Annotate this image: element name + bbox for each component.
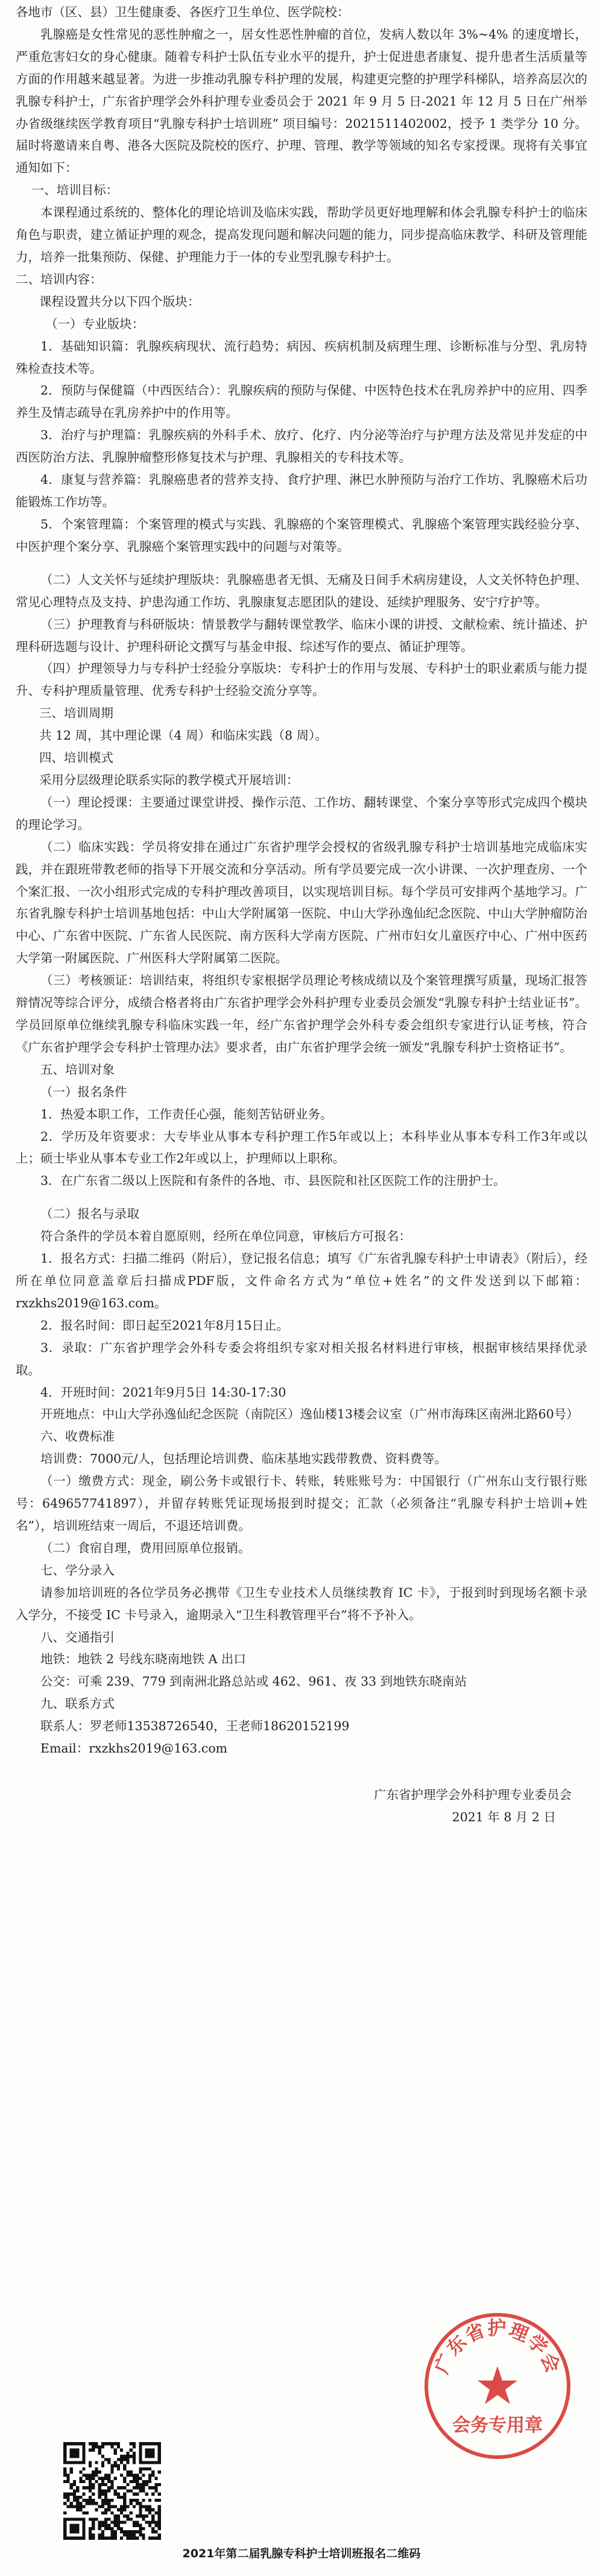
credits-text: 请参加培训班的各位学员务必携带《卫生专业技术人员继续教育 IC 卡》，于报到时到现场名额卡录入学分，不接受 IC 卡号录入，逾期录入“卫生科教管理平台”将不予补入。 [16,1585,587,1622]
item-prevention: 2．预防与保健篇（中西医结合）：乳腺疾病的预防与保健、中医特色技术在乳房养护中的应用、四季养生及情志疏导在乳房养护中的作用等。 [16,383,587,420]
seal-bottom-text: 会务专用章 [452,2415,543,2436]
item-basics: 1．基础知识篇：乳腺疾病现状、流行趋势；病因、疾病机制及病理生理、诊断标准与分型、乳房特殊检查技术等。 [16,338,587,376]
section-heading-credits: 七、学分录入 [40,1562,115,1578]
section-heading-contact: 九、联系方式 [40,1696,115,1712]
section-heading-content: 二、培训内容： [16,271,103,287]
registration-intro: 符合条件的学员本着自愿原则，经所在单位同意，审核后方可报名： [40,1229,411,1244]
section-heading-target: 五、培训对象 [40,1062,115,1077]
board-lodging: （二）食宿自理，费用回原单位报销。 [40,1540,251,1555]
mode-clinical: （二）临床实践：学员将安排在通过广东省护理学会授权的省级乳腺专科护士培训基地完成临床实践，并在跟班带教老师的指导下开展交流和分享活动。所有学员要完成一次小讲课、一次护理查房、一个个案汇报、一次小组形式完成的专科护理改善项目，以实现培训目标。每个学员可安排两个基地学习。广东省乳腺专科护士培训基地包括：中山大学附属第一医院、中山大学孙逸仙纪念医院、中山大学肿瘤防治中心、广东省中医院、广东省人民医院、南方医科大学南方医院、广州市妇女儿童医疗中心、广州中医药大学第一附属医院、广州医科大学附属第二医院。 [16,839,587,966]
issue-date: 2021 年 8 月 2 日 [452,1809,556,1824]
item-case-management: 5．个案管理篇：个案管理的模式与实践、乳腺癌的个案管理模式、乳腺癌个案管理实践经验分享、中医护理个案分享、乳腺癌个案管理实践中的问题与对策等。 [16,516,587,554]
subheading-requirements: （一）报名条件 [40,1084,127,1099]
section-heading-period: 三、培训周期 [39,706,113,721]
registration-deadline: 2．报名时间：即日起至2021年8月15日止。 [40,1318,289,1333]
item-rehab: 4．康复与营养篇：乳腺癌患者的营养支持、食疗护理、淋巴水肿预防与治疗工作坊、乳腺癌术后功能锻炼工作坊等。 [16,472,587,509]
opening-time: 4．开班时间：2021年9月5日 14:30-17:30 [40,1385,286,1400]
fee-amount: 培训费：7000元/人，包括理论培训费、临床基地实践带教费、资料费等。 [40,1451,447,1467]
block-education-research: （三）护理教育与科研版块：情景教学与翻转课堂教学、临床小课的讲授、文献检索、统计描述、护理科研选题与设计、护理科研论文撰写与基金申报、综述写作的要点、循证护理等。 [16,617,587,654]
subheading-registration: （二）报名与录取 [40,1207,139,1222]
period-text: 共 12 周，其中理论课（4 周）和临床实践（8 周）。 [39,728,327,743]
section-heading-transport: 八、交通指引 [40,1629,115,1645]
section-heading-mode: 四、培训模式 [39,750,113,766]
registration-method: 1．报名方式：扫描二维码（附后），登记报名信息；填写《广东省乳腺专科护士申请表》（附后），经所在单位同意盖章后扫描成PDF版，文件命名方式为“单位+姓名”的文件发送到以下邮箱：rxzkhs2019@163.com。 [16,1251,587,1310]
issuer-signature: 广东省护理学会外科护理专业委员会 [374,1787,572,1802]
qr-caption: 2021年第二届乳腺专科护士培训班报名二维码 [182,2547,421,2560]
requirement-attitude: 1．热爱本职工作，工作责任心强，能刻苦钻研业务。 [40,1106,333,1121]
mode-assessment: （三）考核颁证：培训结束，将组织专家根据学员理论考核成绩以及个案管理撰写质量，现场汇报答辩情况等综合评分，成绩合格者将由广东省护理学会外科护理专业委员会颁发“乳腺专科护士结业证书”。学员回原单位继续乳腺专科临床实践一年，经广东省护理学会外科专委会组织专家进行认证考核，符合《广东省护理学会专科护士管理办法》要求者，由广东省护理学会统一颁发“乳腺专科护士资格证书”。 [16,973,587,1055]
goals-paragraph: 本课程通过系统的、整体化的理论培训及临床实践，帮助学员更好地理解和体会乳腺专科护士的临床角色与职责，建立循证护理的观念，提高发现问题和解决问题的能力，同步提高临床教学、科研及管理能力，培养一批集预防、保健、护理能力于一体的专业型乳腺专科护士。 [16,205,587,264]
salutation: 各地市（区、县）卫生健康委、各医疗卫生单位、医学院校： [16,5,350,19]
intro-paragraph: 乳腺癌是女性常见的恶性肿瘤之一，居女性恶性肿瘤的首位，发病人数以年 3%~4% 的速度增长，严重危害妇女的身心健康。随着专科护士队伍专业水平的提升，护士促进患者康复、提升患者生活质量等方面的作用越来越显著。为进一步推动乳腺专科护理的发展，构建更完整的护理学科梯队，培养高层次的乳腺专科护士，广东省护理学会外科护理专业委员会于 2021 年 9 月 5 日-2021 年 12 月 5 日在广州举办省级继续医学教育项目“乳腺专科护士培训班” 项目编号：2021511402002，授予 1 类学分 10 分。届时将邀请来自粤、港各大医院及院校的医疗、护理、管理、教学等领域的知名专家授课。现将有关事宜通知如下： [16,27,587,176]
requirement-education: 2．学历及年资要求：大专毕业从事本专科护理工作5年或以上；本科毕业从事本专科工作3年或以上；硕士毕业从事本专业工作2年或以上，护理师以上职称。 [16,1129,587,1166]
subheading-professional: （一）专业版块： [45,316,145,331]
block-humanistic-care: （二）人文关怀与延续护理版块：乳腺癌患者无惧、无痛及日间手术病房建设，人文关怀特色护理、常见心理特点及支持、护患沟通工作坊、乳腺康复志愿团队的建设、延续护理服务、安宁疗护等。 [16,572,587,609]
block-leadership: （四）护理领导力与专科护士经验分享版块：专科护士的作用与发展、专科护士的职业素质与能力提升、专科护理质量管理、优秀专科护士经验交流分享等。 [16,661,587,699]
registration-admission: 3．录取：广东省护理学会外科专委会将组织专家对相关报名材料进行审核，根据审核结果择优录取。 [16,1340,587,1377]
registration-qr-code[interactable] [60,2439,164,2543]
official-seal [422,2311,573,2461]
section-heading-goals: 一、培训目标： [31,183,119,198]
content-intro: 课程设置共分以下四个版块： [39,294,200,309]
payment-method: （一）缴费方式：现金，刷公务卡或银行卡、转账，转账账号为：中国银行（广州东山支行银行账号：649657741897），并留存转账凭证现场报到时提交；汇款（必须备注“乳腺专科护士培训+姓名”），培训班结束一周后，不退还培训费。 [16,1474,587,1533]
mode-theory: （一）理论授课：主要通过课堂讲授、操作示范、工作坊、翻转课堂、个案分享等形式完成四个模块的理论学习。 [16,795,587,832]
section-heading-fees: 六、收费标准 [40,1429,115,1444]
requirement-hospital: 3．在广东省二级以上医院和有条件的各地、市、县医院和社区医院工作的注册护士。 [40,1173,506,1188]
item-treatment: 3．治疗与护理篇：乳腺疾病的外科手术、放疗、化疗、内分泌等治疗与护理方法及常见并发症的中西医防治方法、乳腺肿瘤整形修复技术与护理、乳腺相关的专科技术等。 [16,428,587,465]
contact-persons: 联系人：罗老师13538726540，王老师18620152199 [40,1719,350,1734]
opening-venue: 开班地点：中山大学孙逸仙纪念医院（南院区）逸仙楼13楼会议室（广州市海珠区南洲北路60号） [40,1407,579,1422]
transport-bus: 公交：可乘 239、779 到南洲北路总站或 462、961、夜 33 到地铁东晓南站 [40,1674,467,1689]
mode-intro: 采用分层级理论联系实际的教学模式开展培训： [39,773,299,787]
seal-top-text: 广东省护理学会 [431,2318,564,2377]
transport-metro: 地铁：地铁 2 号线东晓南地铁 A 出口 [40,1652,246,1667]
seal-star-icon [478,2366,517,2404]
contact-email: Email：rxzkhs2019@163.com [40,1741,228,1756]
